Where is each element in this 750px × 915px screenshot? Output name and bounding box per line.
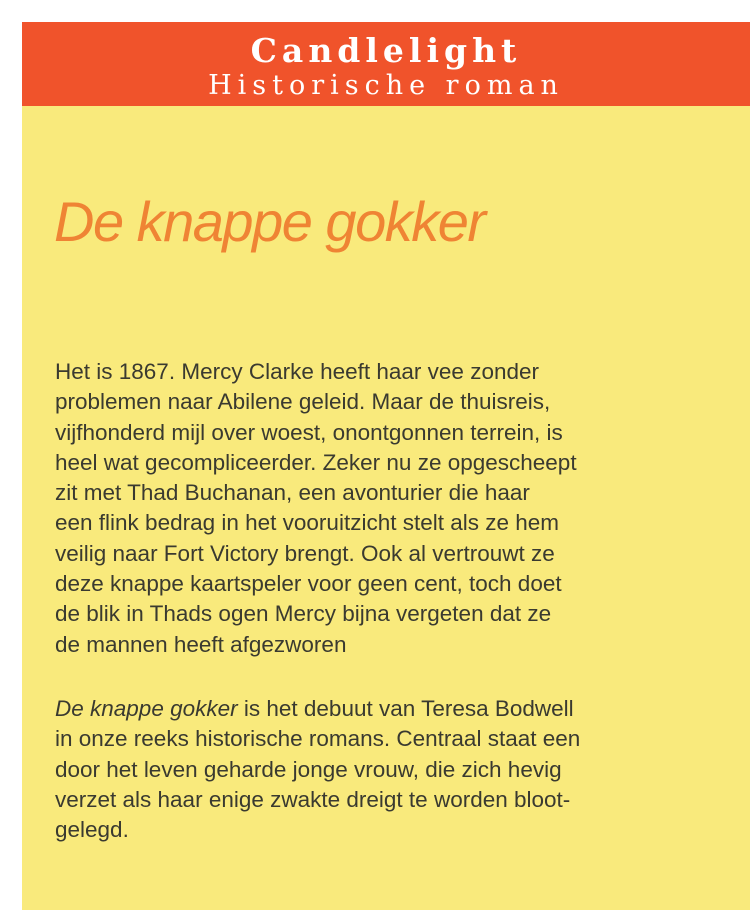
text-line: deze knappe kaartspeler voor geen cent, toch doet [55, 571, 562, 597]
blurb-paragraph-2 [55, 694, 735, 845]
text-line: een flink bedrag in het vooruitzicht stelt als ze hem [55, 510, 560, 536]
back-cover [22, 22, 750, 910]
text-line: de mannen heeft afgezworen [55, 631, 347, 657]
series-subtitle: Historische roman [208, 70, 564, 101]
text-line: zit met Thad Buchanan, een avonturier die haar [55, 480, 530, 506]
text-line: verzet als haar enige zwakte dreigt te worden bloot- [55, 786, 571, 812]
series-banner [22, 22, 750, 106]
text-line: heel wat gecompliceerder. Zeker nu ze opgescheept [55, 449, 577, 475]
book-title: De knappe gokker [54, 190, 485, 253]
text-line [55, 694, 735, 724]
blurb-paragraph-1 [55, 357, 735, 660]
text-line: Het is 1867. Mercy Clarke heeft haar vee zonder [55, 359, 539, 384]
text-line: veilig naar Fort Victory brengt. Ook al vertrouwt ze [55, 540, 555, 566]
text-line: problemen naar Abilene geleid. Maar de thuisreis, [55, 389, 551, 415]
text-line: door het leven geharde jonge vrouw, die zich hevig [55, 756, 562, 782]
text-line: in onze reeks historische romans. Centraal staat een [55, 726, 581, 752]
text-line: vijfhonderd mijl over woest, onontgonnen terrein, is [55, 419, 563, 445]
text-line: de blik in Thads ogen Mercy bijna vergeten dat ze [55, 601, 552, 627]
text-fragment: is het debuut van Teresa Bodwell [237, 696, 574, 721]
series-brand: Candlelight [250, 31, 522, 70]
text-line: gelegd. [55, 817, 129, 843]
italic-book-title: De knappe gokker [55, 696, 238, 721]
